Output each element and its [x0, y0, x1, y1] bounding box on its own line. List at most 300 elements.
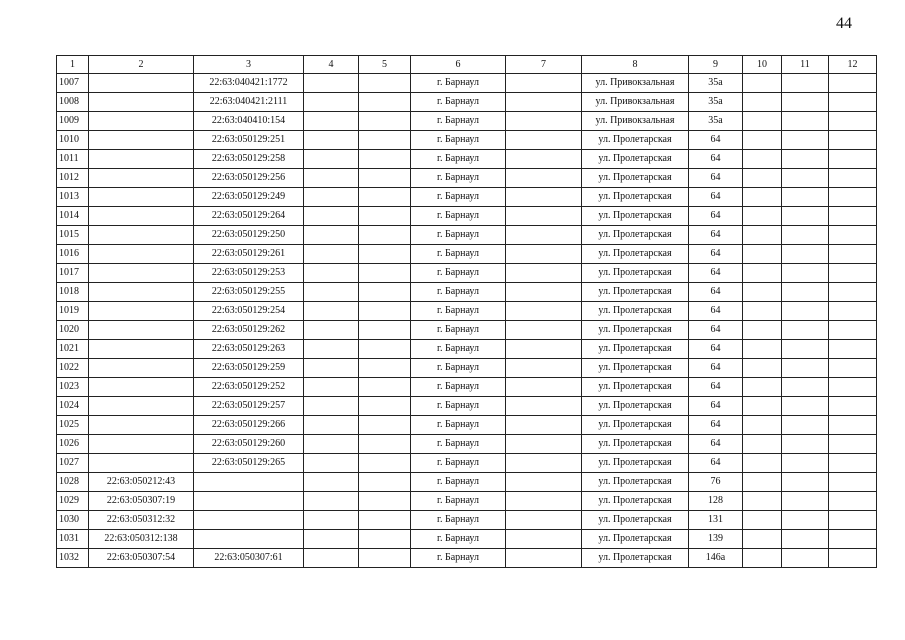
table-cell-col-9: 64	[689, 188, 743, 207]
table-cell-col-9: 128	[689, 492, 743, 511]
table-cell-col-12	[829, 435, 877, 454]
table-row	[57, 359, 877, 378]
table-cell-col-11	[782, 150, 829, 169]
column-header-9: 9	[689, 56, 743, 74]
table-cell-col-1: 1012	[57, 169, 89, 188]
table-cell-col-10	[743, 283, 782, 302]
table-cell-col-8: ул. Пролетарская	[582, 530, 689, 549]
table-cell-col-6: г. Барнаул	[411, 416, 506, 435]
table-cell-col-3: 22:63:050129:261	[194, 245, 304, 264]
table-cell-col-1: 1021	[57, 340, 89, 359]
page-number: 44	[836, 15, 852, 32]
table-cell-col-5	[359, 416, 411, 435]
table-cell-col-1: 1026	[57, 435, 89, 454]
table-cell-col-3: 22:63:040421:2111	[194, 93, 304, 112]
table-cell-col-4	[304, 245, 359, 264]
table-cell-col-5	[359, 169, 411, 188]
table-cell-col-3: 22:63:050129:257	[194, 397, 304, 416]
table-cell-col-11	[782, 321, 829, 340]
table-cell-col-2	[89, 207, 194, 226]
table-cell-col-1: 1013	[57, 188, 89, 207]
table-cell-col-5	[359, 530, 411, 549]
table-cell-col-11	[782, 112, 829, 131]
table-row	[57, 435, 877, 454]
table-cell-col-2	[89, 435, 194, 454]
table-cell-col-1: 1010	[57, 131, 89, 150]
table-cell-col-9: 64	[689, 359, 743, 378]
table-cell-col-12	[829, 473, 877, 492]
table-cell-col-10	[743, 93, 782, 112]
table-cell-col-7	[506, 188, 582, 207]
table-cell-col-9: 35а	[689, 112, 743, 131]
table-cell-col-9: 64	[689, 169, 743, 188]
table-cell-col-2	[89, 416, 194, 435]
table-cell-col-9: 64	[689, 226, 743, 245]
table-cell-col-12	[829, 169, 877, 188]
table-cell-col-4	[304, 435, 359, 454]
table-cell-col-7	[506, 93, 582, 112]
column-header-4: 4	[304, 56, 359, 74]
table-cell-col-5	[359, 283, 411, 302]
column-header-7: 7	[506, 56, 582, 74]
table-cell-col-9: 76	[689, 473, 743, 492]
table-cell-col-7	[506, 549, 582, 568]
table-cell-col-2	[89, 93, 194, 112]
table-row	[57, 93, 877, 112]
column-header-5: 5	[359, 56, 411, 74]
table-cell-col-4	[304, 226, 359, 245]
column-header-1: 1	[57, 56, 89, 74]
table-cell-col-6: г. Барнаул	[411, 264, 506, 283]
table-cell-col-9: 139	[689, 530, 743, 549]
table-cell-col-4	[304, 416, 359, 435]
table-cell-col-2	[89, 378, 194, 397]
table-cell-col-8: ул. Пролетарская	[582, 454, 689, 473]
table-cell-col-8: ул. Пролетарская	[582, 302, 689, 321]
table-cell-col-10	[743, 378, 782, 397]
table-row	[57, 207, 877, 226]
table-cell-col-9: 146а	[689, 549, 743, 568]
table-cell-col-4	[304, 340, 359, 359]
table-cell-col-5	[359, 378, 411, 397]
table-cell-col-4	[304, 131, 359, 150]
table-row	[57, 378, 877, 397]
table-cell-col-1: 1007	[57, 74, 89, 93]
table-cell-col-11	[782, 226, 829, 245]
table-cell-col-7	[506, 169, 582, 188]
table-cell-col-4	[304, 112, 359, 131]
table-cell-col-3: 22:63:050129:259	[194, 359, 304, 378]
table-cell-col-9: 64	[689, 321, 743, 340]
table-row	[57, 397, 877, 416]
table-cell-col-4	[304, 74, 359, 93]
table-cell-col-8: ул. Пролетарская	[582, 321, 689, 340]
table-cell-col-2	[89, 454, 194, 473]
column-header-10: 10	[743, 56, 782, 74]
table-cell-col-6: г. Барнаул	[411, 473, 506, 492]
table-cell-col-8: ул. Пролетарская	[582, 416, 689, 435]
table-cell-col-5	[359, 549, 411, 568]
table-cell-col-8: ул. Пролетарская	[582, 131, 689, 150]
table-cell-col-3: 22:63:040410:154	[194, 112, 304, 131]
table-cell-col-5	[359, 74, 411, 93]
table-row	[57, 226, 877, 245]
table-cell-col-6: г. Барнаул	[411, 492, 506, 511]
table-cell-col-12	[829, 264, 877, 283]
table-cell-col-10	[743, 435, 782, 454]
table-cell-col-1: 1025	[57, 416, 89, 435]
table-cell-col-1: 1027	[57, 454, 89, 473]
table-row	[57, 188, 877, 207]
table-cell-col-2	[89, 150, 194, 169]
table-cell-col-2	[89, 397, 194, 416]
table-cell-col-10	[743, 530, 782, 549]
table-cell-col-1: 1024	[57, 397, 89, 416]
table-row	[57, 283, 877, 302]
table-cell-col-12	[829, 245, 877, 264]
table-cell-col-12	[829, 492, 877, 511]
table-cell-col-5	[359, 188, 411, 207]
table-cell-col-7	[506, 321, 582, 340]
table-cell-col-12	[829, 150, 877, 169]
table-cell-col-3: 22:63:050129:262	[194, 321, 304, 340]
table-cell-col-5	[359, 340, 411, 359]
table-cell-col-6: г. Барнаул	[411, 245, 506, 264]
column-header-6: 6	[411, 56, 506, 74]
table-cell-col-1: 1031	[57, 530, 89, 549]
table-cell-col-6: г. Барнаул	[411, 112, 506, 131]
table-cell-col-3: 22:63:050129:264	[194, 207, 304, 226]
table-cell-col-6: г. Барнаул	[411, 378, 506, 397]
table-cell-col-4	[304, 169, 359, 188]
table-cell-col-11	[782, 435, 829, 454]
table-cell-col-10	[743, 131, 782, 150]
table-cell-col-10	[743, 492, 782, 511]
table-cell-col-7	[506, 340, 582, 359]
table-cell-col-3: 22:63:050129:265	[194, 454, 304, 473]
table-cell-col-11	[782, 511, 829, 530]
table-cell-col-7	[506, 454, 582, 473]
table-cell-col-3	[194, 511, 304, 530]
table-cell-col-6: г. Барнаул	[411, 321, 506, 340]
table-cell-col-1: 1014	[57, 207, 89, 226]
table-cell-col-4	[304, 321, 359, 340]
table-cell-col-9: 64	[689, 378, 743, 397]
table-cell-col-6: г. Барнаул	[411, 549, 506, 568]
table-cell-col-12	[829, 321, 877, 340]
table-cell-col-11	[782, 245, 829, 264]
table-cell-col-1: 1022	[57, 359, 89, 378]
table-cell-col-10	[743, 188, 782, 207]
table-cell-col-3: 22:63:050129:256	[194, 169, 304, 188]
table-cell-col-1: 1030	[57, 511, 89, 530]
table-cell-col-7	[506, 359, 582, 378]
header-row	[57, 56, 877, 74]
table-cell-col-3: 22:63:050129:266	[194, 416, 304, 435]
table-cell-col-1: 1016	[57, 245, 89, 264]
table-cell-col-7	[506, 112, 582, 131]
table-cell-col-3: 22:63:050129:251	[194, 131, 304, 150]
table-cell-col-4	[304, 207, 359, 226]
table-cell-col-2	[89, 226, 194, 245]
table-cell-col-9: 64	[689, 150, 743, 169]
table-cell-col-12	[829, 226, 877, 245]
table-cell-col-11	[782, 283, 829, 302]
table-cell-col-11	[782, 359, 829, 378]
table-cell-col-9: 64	[689, 416, 743, 435]
table-cell-col-8: ул. Пролетарская	[582, 245, 689, 264]
table-cell-col-12	[829, 397, 877, 416]
table-cell-col-1: 1009	[57, 112, 89, 131]
table-cell-col-5	[359, 245, 411, 264]
table-cell-col-4	[304, 93, 359, 112]
table-cell-col-4	[304, 530, 359, 549]
table-cell-col-4	[304, 283, 359, 302]
table-cell-col-12	[829, 511, 877, 530]
table-cell-col-10	[743, 207, 782, 226]
table-cell-col-10	[743, 226, 782, 245]
table-cell-col-10	[743, 245, 782, 264]
table-cell-col-1: 1029	[57, 492, 89, 511]
table-cell-col-4	[304, 511, 359, 530]
table-cell-col-4	[304, 454, 359, 473]
table-cell-col-7	[506, 511, 582, 530]
table-cell-col-6: г. Барнаул	[411, 454, 506, 473]
table-cell-col-3: 22:63:050129:260	[194, 435, 304, 454]
table-cell-col-3: 22:63:050307:61	[194, 549, 304, 568]
table-cell-col-2	[89, 302, 194, 321]
table-cell-col-5	[359, 321, 411, 340]
table-cell-col-2	[89, 245, 194, 264]
table-cell-col-8: ул. Пролетарская	[582, 150, 689, 169]
table-cell-col-1: 1015	[57, 226, 89, 245]
table-cell-col-8: ул. Пролетарская	[582, 188, 689, 207]
table-cell-col-4	[304, 549, 359, 568]
table-cell-col-1: 1028	[57, 473, 89, 492]
table-cell-col-10	[743, 264, 782, 283]
table-cell-col-12	[829, 131, 877, 150]
table-cell-col-5	[359, 473, 411, 492]
table-cell-col-2: 22:63:050307:19	[89, 492, 194, 511]
table-cell-col-8: ул. Пролетарская	[582, 511, 689, 530]
table-cell-col-3	[194, 530, 304, 549]
table-cell-col-6: г. Барнаул	[411, 188, 506, 207]
table-cell-col-2: 22:63:050212:43	[89, 473, 194, 492]
table-cell-col-2	[89, 264, 194, 283]
table-cell-col-4	[304, 473, 359, 492]
table-cell-col-7	[506, 131, 582, 150]
table-row	[57, 321, 877, 340]
table-cell-col-10	[743, 112, 782, 131]
table-cell-col-5	[359, 131, 411, 150]
table-cell-col-3	[194, 473, 304, 492]
table-cell-col-5	[359, 112, 411, 131]
table-cell-col-7	[506, 435, 582, 454]
table-cell-col-8: ул. Привокзальная	[582, 74, 689, 93]
table-cell-col-6: г. Барнаул	[411, 530, 506, 549]
table-cell-col-6: г. Барнаул	[411, 207, 506, 226]
table-cell-col-7	[506, 302, 582, 321]
table-cell-col-4	[304, 359, 359, 378]
table-cell-col-8: ул. Пролетарская	[582, 207, 689, 226]
table-cell-col-7	[506, 226, 582, 245]
table-cell-col-7	[506, 530, 582, 549]
table-cell-col-9: 64	[689, 264, 743, 283]
table-cell-col-9: 64	[689, 454, 743, 473]
column-header-2: 2	[89, 56, 194, 74]
table-cell-col-11	[782, 416, 829, 435]
table-cell-col-6: г. Барнаул	[411, 226, 506, 245]
table-cell-col-10	[743, 397, 782, 416]
table-cell-col-12	[829, 283, 877, 302]
table-cell-col-7	[506, 264, 582, 283]
table-row	[57, 112, 877, 131]
table-cell-col-1: 1032	[57, 549, 89, 568]
table-cell-col-10	[743, 416, 782, 435]
table-cell-col-1: 1011	[57, 150, 89, 169]
table-cell-col-4	[304, 492, 359, 511]
table-cell-col-5	[359, 226, 411, 245]
table-cell-col-10	[743, 473, 782, 492]
table-cell-col-5	[359, 93, 411, 112]
table-cell-col-11	[782, 131, 829, 150]
table-cell-col-7	[506, 74, 582, 93]
table-cell-col-4	[304, 397, 359, 416]
table-cell-col-11	[782, 473, 829, 492]
table-cell-col-10	[743, 169, 782, 188]
table-cell-col-12	[829, 112, 877, 131]
table-row	[57, 131, 877, 150]
table-cell-col-10	[743, 511, 782, 530]
table-cell-col-7	[506, 397, 582, 416]
table-row	[57, 473, 877, 492]
table-cell-col-5	[359, 264, 411, 283]
table-cell-col-11	[782, 530, 829, 549]
table-cell-col-9: 35а	[689, 74, 743, 93]
table-cell-col-12	[829, 378, 877, 397]
table-cell-col-11	[782, 549, 829, 568]
table-cell-col-8: ул. Пролетарская	[582, 359, 689, 378]
table-cell-col-12	[829, 302, 877, 321]
table-cell-col-7	[506, 473, 582, 492]
table-cell-col-10	[743, 359, 782, 378]
table-cell-col-12	[829, 93, 877, 112]
table-cell-col-12	[829, 530, 877, 549]
table-cell-col-6: г. Барнаул	[411, 131, 506, 150]
table-cell-col-11	[782, 188, 829, 207]
table-row	[57, 454, 877, 473]
table-cell-col-11	[782, 397, 829, 416]
table-cell-col-5	[359, 302, 411, 321]
table-cell-col-2	[89, 321, 194, 340]
table-cell-col-1: 1023	[57, 378, 89, 397]
table-cell-col-8: ул. Привокзальная	[582, 93, 689, 112]
table-cell-col-2: 22:63:050312:138	[89, 530, 194, 549]
table-cell-col-10	[743, 549, 782, 568]
table-cell-col-7	[506, 416, 582, 435]
table-cell-col-8: ул. Пролетарская	[582, 473, 689, 492]
table-cell-col-9: 64	[689, 245, 743, 264]
table-cell-col-5	[359, 511, 411, 530]
table-row	[57, 340, 877, 359]
table-cell-col-3: 22:63:050129:253	[194, 264, 304, 283]
table-cell-col-12	[829, 340, 877, 359]
table-cell-col-3: 22:63:050129:254	[194, 302, 304, 321]
table-cell-col-4	[304, 264, 359, 283]
table-cell-col-10	[743, 454, 782, 473]
table-cell-col-8: ул. Пролетарская	[582, 378, 689, 397]
table-cell-col-12	[829, 74, 877, 93]
table-cell-col-7	[506, 492, 582, 511]
table-cell-col-8: ул. Пролетарская	[582, 226, 689, 245]
table-cell-col-10	[743, 150, 782, 169]
table-cell-col-3: 22:63:050129:258	[194, 150, 304, 169]
table-cell-col-6: г. Барнаул	[411, 283, 506, 302]
table-row	[57, 302, 877, 321]
table-cell-col-9: 64	[689, 435, 743, 454]
table-cell-col-9: 64	[689, 207, 743, 226]
table-cell-col-8: ул. Пролетарская	[582, 492, 689, 511]
table-cell-col-9: 64	[689, 131, 743, 150]
table-cell-col-4	[304, 302, 359, 321]
table-cell-col-5	[359, 150, 411, 169]
table-cell-col-11	[782, 169, 829, 188]
table-cell-col-6: г. Барнаул	[411, 74, 506, 93]
table-row	[57, 530, 877, 549]
column-header-8: 8	[582, 56, 689, 74]
column-header-12: 12	[829, 56, 877, 74]
table-cell-col-12	[829, 454, 877, 473]
table-row	[57, 74, 877, 93]
table-cell-col-5	[359, 359, 411, 378]
table-cell-col-12	[829, 188, 877, 207]
table-cell-col-9: 131	[689, 511, 743, 530]
table-cell-col-8: ул. Пролетарская	[582, 340, 689, 359]
table-cell-col-7	[506, 378, 582, 397]
table-cell-col-9: 64	[689, 283, 743, 302]
table-row	[57, 511, 877, 530]
table-row	[57, 549, 877, 568]
table-cell-col-8: ул. Пролетарская	[582, 435, 689, 454]
table-cell-col-8: ул. Привокзальная	[582, 112, 689, 131]
table-cell-col-6: г. Барнаул	[411, 397, 506, 416]
table-cell-col-3: 22:63:050129:263	[194, 340, 304, 359]
table-row	[57, 264, 877, 283]
table-cell-col-12	[829, 359, 877, 378]
table-cell-col-2	[89, 359, 194, 378]
table-cell-col-3	[194, 492, 304, 511]
table-cell-col-4	[304, 188, 359, 207]
table-row	[57, 245, 877, 264]
table-cell-col-11	[782, 492, 829, 511]
table-cell-col-9: 64	[689, 302, 743, 321]
table-cell-col-5	[359, 492, 411, 511]
table-cell-col-3: 22:63:050129:255	[194, 283, 304, 302]
table-cell-col-11	[782, 340, 829, 359]
table-cell-col-5	[359, 454, 411, 473]
table-cell-col-3: 22:63:050129:252	[194, 378, 304, 397]
table-cell-col-6: г. Барнаул	[411, 93, 506, 112]
table-cell-col-7	[506, 283, 582, 302]
column-header-11: 11	[782, 56, 829, 74]
table-row	[57, 492, 877, 511]
table-cell-col-2	[89, 340, 194, 359]
table-cell-col-1: 1017	[57, 264, 89, 283]
table-cell-col-10	[743, 340, 782, 359]
table-cell-col-11	[782, 93, 829, 112]
table-cell-col-8: ул. Пролетарская	[582, 549, 689, 568]
table-cell-col-8: ул. Пролетарская	[582, 264, 689, 283]
